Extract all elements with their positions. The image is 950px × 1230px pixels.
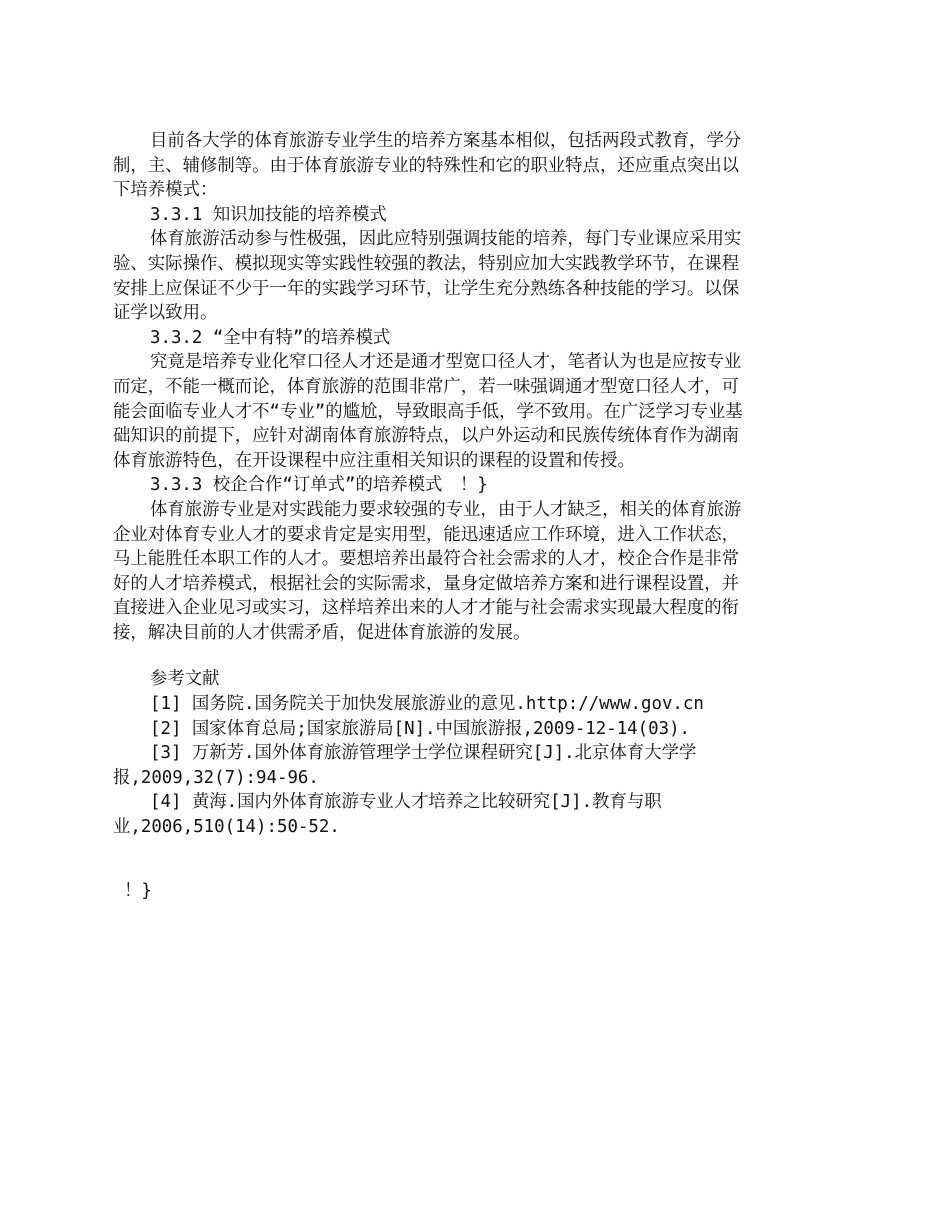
- reference-item: [4] 黄海.国内外体育旅游专业人才培养之比较研究[J].教育与职业,2006,510(14):50-52.: [113, 792, 662, 838]
- reference-item: [3] 万新芳.国外体育旅游管理学士学位课程研究[J].北京体育大学学报,2009,32(7):94-96.: [113, 743, 697, 788]
- spacer: [113, 645, 753, 667]
- section-heading-3-3-3: 3.3.3 校企合作“订单式”的培养模式 ！}: [150, 475, 488, 496]
- reference-item: [1] 国务院.国务院关于加快发展旅游业的意见.http://www.gov.cn: [150, 694, 704, 715]
- reference-item: [2] 国家体育总局;国家旅游局[N].中国旅游报,2009-12-14(03).: [150, 718, 691, 739]
- section-heading-3-3-1: 3.3.1 知识加技能的培养模式: [150, 204, 387, 225]
- section-paragraph-3-3-3: 体育旅游专业是对实践能力要求较强的专业，由于人才缺乏，相关的体育旅游企业对体育专业人才的要求肯定是实用型，能迅速适应工作环境，进入工作状态，马上能胜任本职工作的人才。要想培养出最符合社会需求的人才，校企合作是非常好的人才培养模式，根据社会的实际需求，量身定做培养方案和进行课程设置，并直接进入企业见习或实习，这样培养出来的人才才能与社会需求实现最大程度的衔接，解决目前的人才供需矛盾，促进体育旅游的发展。: [113, 499, 742, 643]
- document-body: [113, 129, 753, 840]
- intro-paragraph: 目前各大学的体育旅游专业学生的培养方案基本相似，包括两段式教育，学分制，主、辅修制等。由于体育旅游专业的特殊性和它的职业特点，还应重点突出以下培养模式：: [113, 131, 742, 201]
- section-heading-3-3-2: 3.3.2 “全中有特”的培养模式: [150, 327, 391, 348]
- section-paragraph-3-3-1: 体育旅游活动参与性极强，因此应特别强调技能的培养，每门专业课应采用实验、实际操作、模拟现实等实践性较强的教法，特别应加大实践教学环节，在课程安排上应保证不少于一年的实践学习环节，让学生充分熟练各种技能的学习。以保证学以致用。: [113, 229, 742, 324]
- stray-mark: ！}: [124, 881, 152, 901]
- references-heading: 参考文献: [150, 669, 220, 690]
- section-paragraph-3-3-2: 究竟是培养专业化窄口径人才还是通才型宽口径人才，笔者认为也是应按专业而定，不能一概而论，体育旅游的范围非常广，若一味强调通才型宽口径人才，可能会面临专业人才不“专业”的尴尬，导致眼高手低，学不致用。在广泛学习专业基础知识的前提下，应针对湖南体育旅游特点，以户外运动和民族传统体育作为湖南体育旅游特色，在开设课程中应注重相关知识的课程的设置和传授。: [113, 352, 743, 471]
